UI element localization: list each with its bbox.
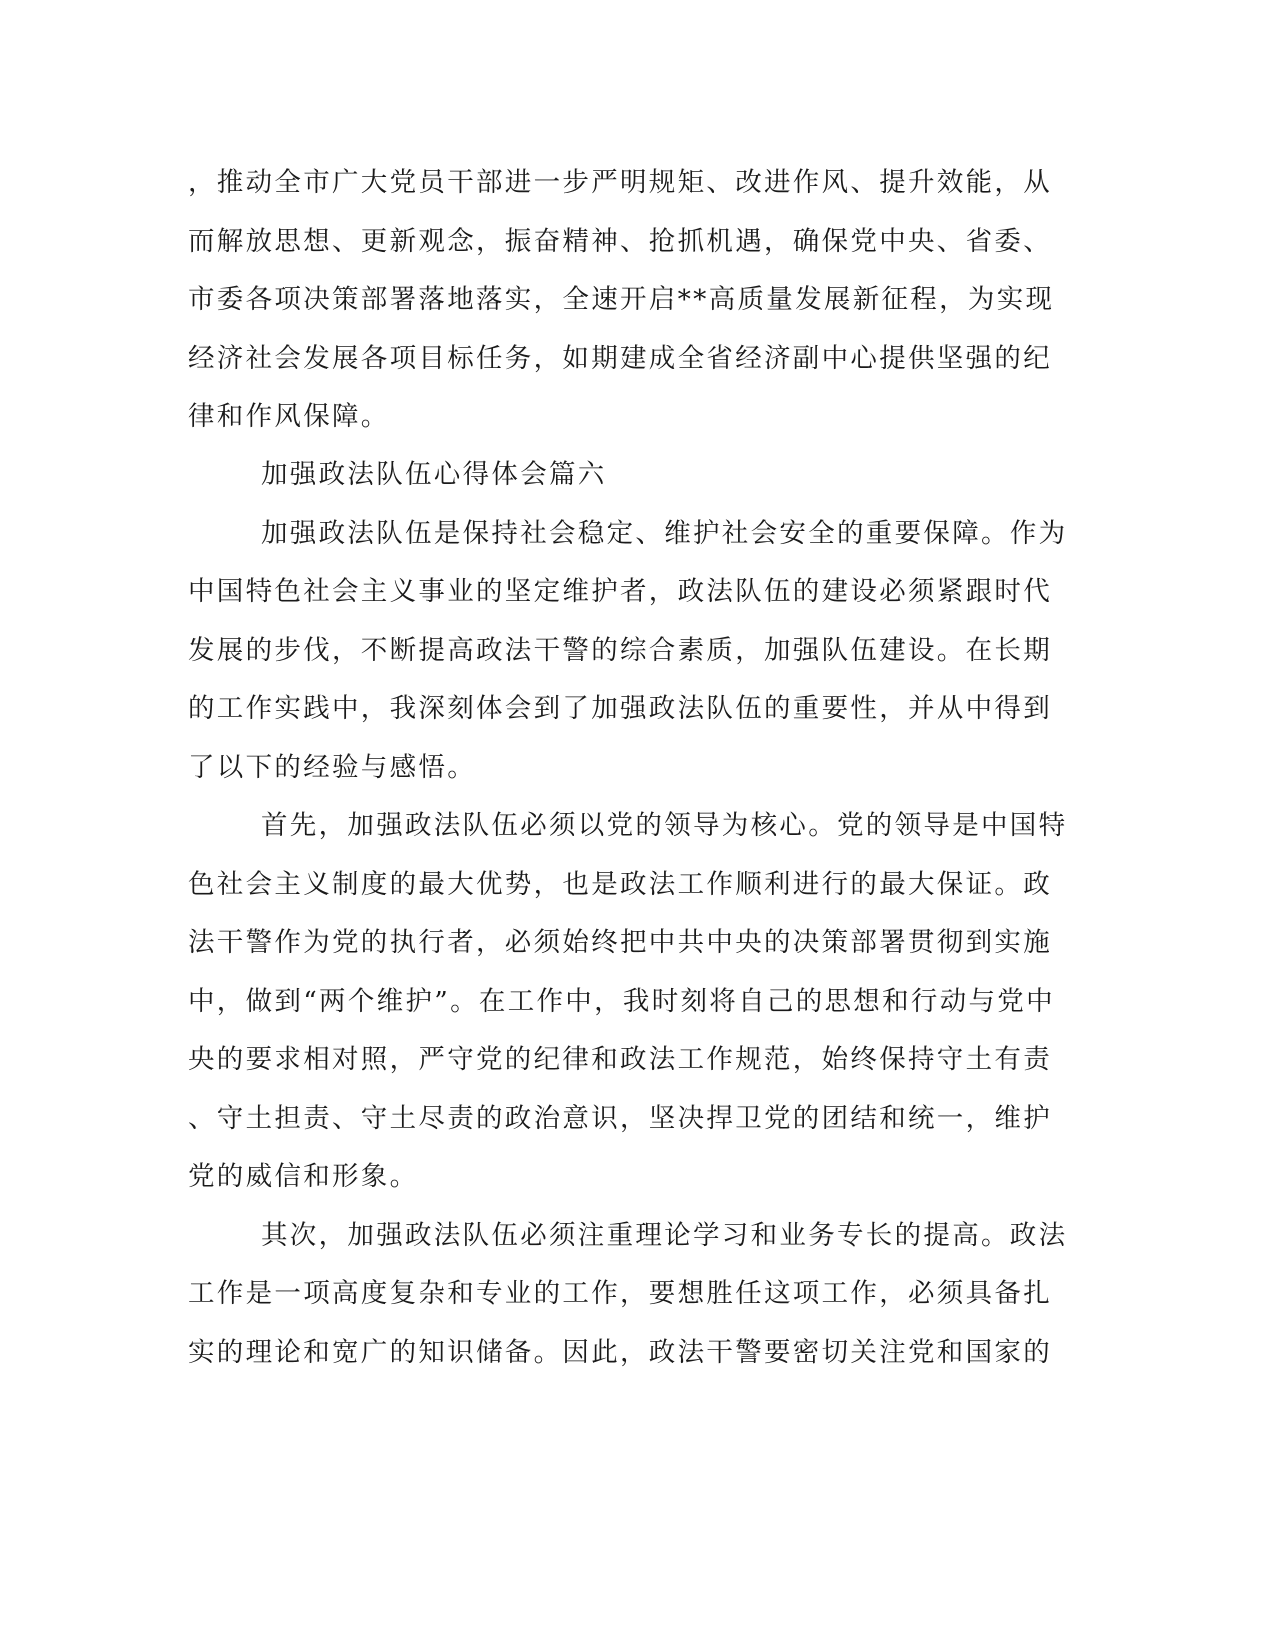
paragraph-line: ，推动全市广大党员干部进一步严明规矩、改进作风、提升效能，从 [188, 167, 1052, 198]
paragraph-line: 实的理论和宽广的知识储备。因此，政法干警要密切关注党和国家的 [188, 1337, 1052, 1368]
paragraph-line: 而解放思想、更新观念，振奋精神、抢抓机遇，确保党中央、省委、 [188, 226, 1052, 257]
paragraph-line: 色社会主义制度的最大优势，也是政法工作顺利进行的最大保证。政 [188, 869, 1052, 900]
paragraph-line: 首先，加强政法队伍必须以党的领导为核心。党的领导是中国特 [261, 810, 1068, 841]
paragraph-line: 中，做到“两个维护”。在工作中，我时刻将自己的思想和行动与党中 [188, 986, 1055, 1017]
paragraph-line: 加强政法队伍是保持社会稳定、维护社会安全的重要保障。作为 [261, 518, 1068, 549]
paragraph-line: 中国特色社会主义事业的坚定维护者，政法队伍的建设必须紧跟时代 [188, 576, 1052, 607]
paragraph-line: 市委各项决策部署落地落实，全速开启**高质量发展新征程，为实现 [188, 284, 1055, 315]
paragraph-line: 的工作实践中，我深刻体会到了加强政法队伍的重要性，并从中得到 [188, 693, 1052, 724]
paragraph-line: 工作是一项高度复杂和专业的工作，要想胜任这项工作，必须具备扎 [188, 1278, 1052, 1309]
paragraph-line: 、守土担责、守土尽责的政治意识，坚决捍卫党的团结和统一，维护 [188, 1103, 1052, 1134]
paragraph-line: 法干警作为党的执行者，必须始终把中共中央的决策部署贯彻到实施 [188, 927, 1052, 958]
paragraph-line: 律和作风保障。 [188, 401, 390, 432]
paragraph-line: 了以下的经验与感悟。 [188, 752, 476, 783]
section-heading: 加强政法队伍心得体会篇六 [261, 459, 607, 490]
paragraph-line: 其次，加强政法队伍必须注重理论学习和业务专长的提高。政法 [261, 1220, 1068, 1251]
paragraph-line: 央的要求相对照，严守党的纪律和政法工作规范，始终保持守土有责 [188, 1044, 1052, 1075]
paragraph-line: 党的威信和形象。 [188, 1161, 419, 1192]
paragraph-line: 发展的步伐，不断提高政法干警的综合素质，加强队伍建设。在长期 [188, 635, 1052, 666]
paragraph-line: 经济社会发展各项目标任务，如期建成全省经济副中心提供坚强的纪 [188, 343, 1052, 374]
